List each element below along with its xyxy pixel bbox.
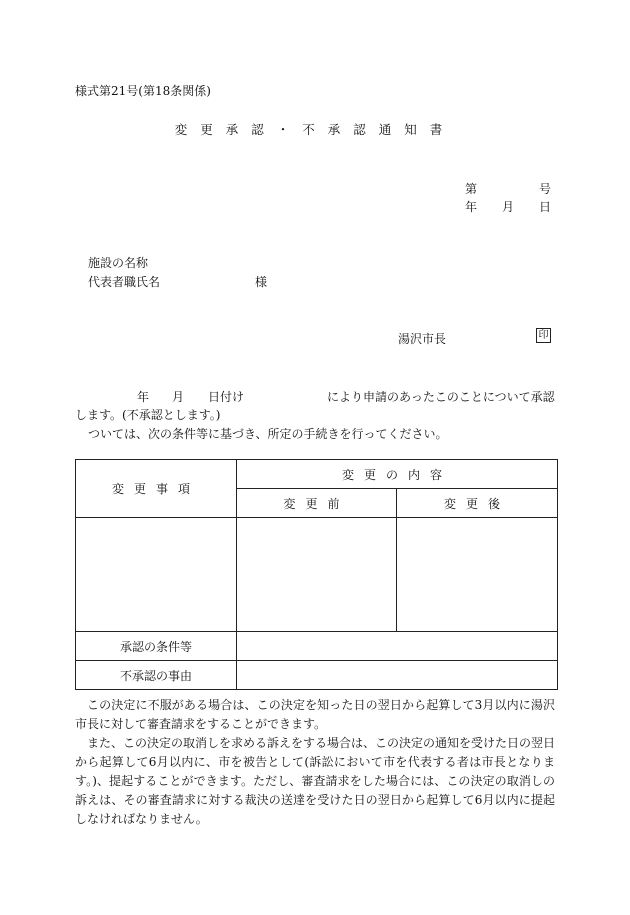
number-prefix: 第 [465,182,478,196]
conditions-cell [237,632,558,661]
item-header: 変更事項 [76,460,237,518]
notice-paragraph-2: また、この決定の取消しを求める訴えをする場合は、この決定の通知を受けた日の翌日から起算して6月以内に、市を被告として(訴訟において市を代表する者は市長となります。)、提起することができます。ただし、審査請求をした場合には、この決定の取消しの訴えは、その審査請求に対する裁決の送達を受けた日の翌日から起算して6月以内に提起しなければなりません。 [75,736,556,826]
body-line2: します。(不承認とします。) [75,408,221,422]
body-month: 月 [172,390,185,404]
date-day: 日 [538,200,551,214]
body-line3: ついては、次の条件等に基づき、所定の手続きを行ってください。 [88,427,448,441]
after-header: 変更後 [397,489,558,518]
after-cell [397,518,558,632]
representative-label: 代表者職氏名 [88,275,161,289]
before-header: 変更前 [237,489,397,518]
number-suffix: 号 [538,182,551,196]
document-date-line [465,198,551,215]
change-details-table [75,459,558,690]
date-month: 月 [501,200,514,214]
form-number: 様式第21号(第18条関係) [75,84,211,98]
before-cell [237,518,397,632]
reason-label: 不承認の事由 [76,661,237,690]
document-number-line [465,180,551,197]
seal-stamp-mark: 印 [536,328,551,343]
content-header: 変更の内容 [237,460,558,489]
item-cell [76,518,237,632]
body-dated: 日付け [208,390,245,404]
appeal-notice [75,696,555,829]
facility-name-label: 施設の名称 [88,256,149,270]
document-title: 変更承認・不承認通知書 [174,122,456,137]
reason-cell [237,661,558,690]
notice-paragraph-1: この決定に不服がある場合は、この決定を知った日の翌日から起算して3月以内に湯沢市長に対して審査請求をすることができます。 [75,698,555,731]
body-year: 年 [137,390,150,404]
issuer-name: 湯沢市長 [398,332,447,346]
conditions-label: 承認の条件等 [76,632,237,661]
date-year: 年 [465,200,478,214]
body-line1-rest: により申請のあったこのことについて承認 [327,390,555,404]
honorific: 様 [255,275,268,289]
